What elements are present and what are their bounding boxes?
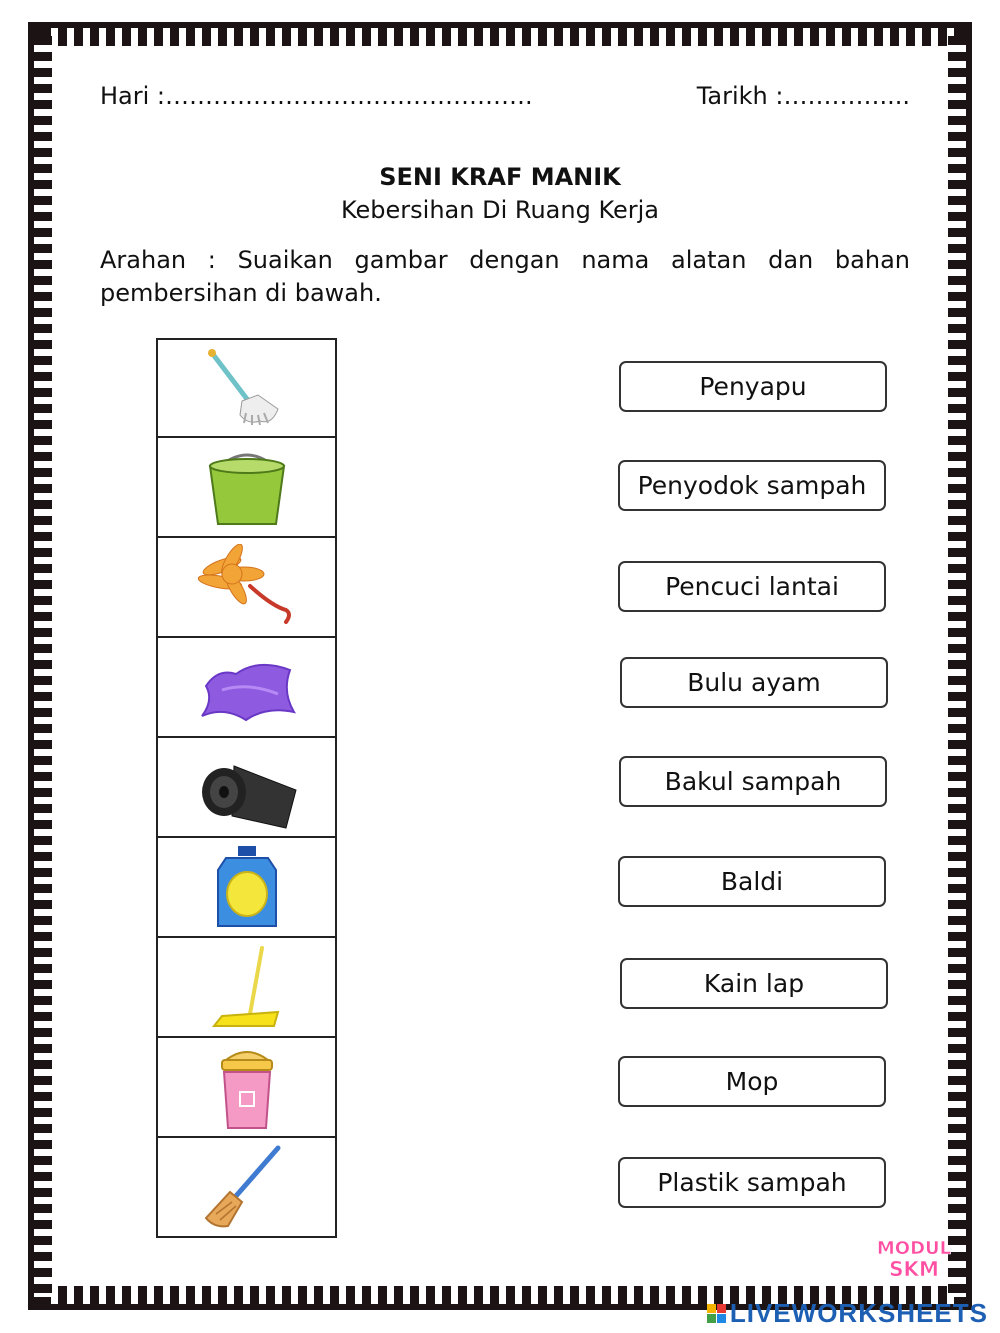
- label-box-mop[interactable]: [618, 1056, 886, 1107]
- picture-cell[interactable]: [156, 438, 337, 538]
- label-box-bulu-ayam[interactable]: [620, 657, 888, 708]
- label-box-penyodok-sampah[interactable]: [618, 460, 886, 511]
- mop-icon: [192, 345, 302, 431]
- picture-cell[interactable]: [156, 638, 337, 738]
- label-box-plastik-sampah[interactable]: [618, 1157, 886, 1208]
- label-text: Bakul sampah: [664, 767, 842, 796]
- liveworksheets-badge-icon: [707, 1304, 726, 1323]
- picture-cell[interactable]: [156, 338, 337, 438]
- border-stripe-right: [948, 36, 966, 1297]
- label-box-penyapu[interactable]: [619, 361, 887, 412]
- worksheet-subtitle: Kebersihan Di Ruang Kerja: [340, 196, 660, 224]
- label-text: Baldi: [720, 867, 784, 896]
- dustpan-icon: [192, 944, 302, 1030]
- picture-cell[interactable]: [156, 938, 337, 1038]
- label-box-pencuci-lantai[interactable]: [618, 561, 886, 612]
- liveworksheets-text: LIVEWORKSHEETS: [729, 1298, 988, 1328]
- garbage-bag-roll-icon: [192, 744, 302, 830]
- liveworksheets-logo: [707, 1298, 988, 1329]
- modul-skm-logo: [872, 1228, 956, 1298]
- tarikh-field: Tarikh :…………....: [696, 82, 910, 110]
- broom-icon: [192, 1144, 302, 1230]
- label-text: Penyapu: [699, 372, 807, 401]
- picture-cell[interactable]: [156, 738, 337, 838]
- label-text: Kain lap: [703, 969, 805, 998]
- label-text: Plastik sampah: [657, 1168, 847, 1197]
- svg-text:SKM: SKM: [889, 1257, 939, 1281]
- detergent-bottle-icon: [192, 844, 302, 930]
- bucket-icon: [192, 444, 302, 530]
- feather-duster-icon: [192, 544, 302, 630]
- border-stripe-left: [34, 36, 52, 1297]
- cloth-icon: [192, 644, 302, 730]
- picture-column: [156, 338, 337, 1238]
- label-box-bakul-sampah[interactable]: [619, 756, 887, 807]
- instruction-text: Arahan : Suaikan gambar dengan nama alatan dan bahan pembersihan di bawah.: [100, 246, 910, 307]
- hari-field: Hari :……………………………………….: [100, 82, 533, 110]
- picture-cell[interactable]: [156, 1038, 337, 1138]
- label-box-kain-lap[interactable]: [620, 958, 888, 1009]
- label-box-baldi[interactable]: [618, 856, 886, 907]
- label-text: Bulu ayam: [687, 668, 821, 697]
- worksheet-title: SENI KRAF MANIK: [379, 163, 621, 191]
- picture-cell[interactable]: [156, 538, 337, 638]
- trash-bin-icon: [192, 1044, 302, 1130]
- svg-text:MODUL: MODUL: [876, 1238, 952, 1259]
- picture-cell[interactable]: [156, 1138, 337, 1238]
- picture-cell[interactable]: [156, 838, 337, 938]
- border-stripe-top: [42, 28, 958, 46]
- label-text: Pencuci lantai: [665, 572, 839, 601]
- label-text: Mop: [725, 1067, 779, 1096]
- label-text: Penyodok sampah: [637, 471, 867, 500]
